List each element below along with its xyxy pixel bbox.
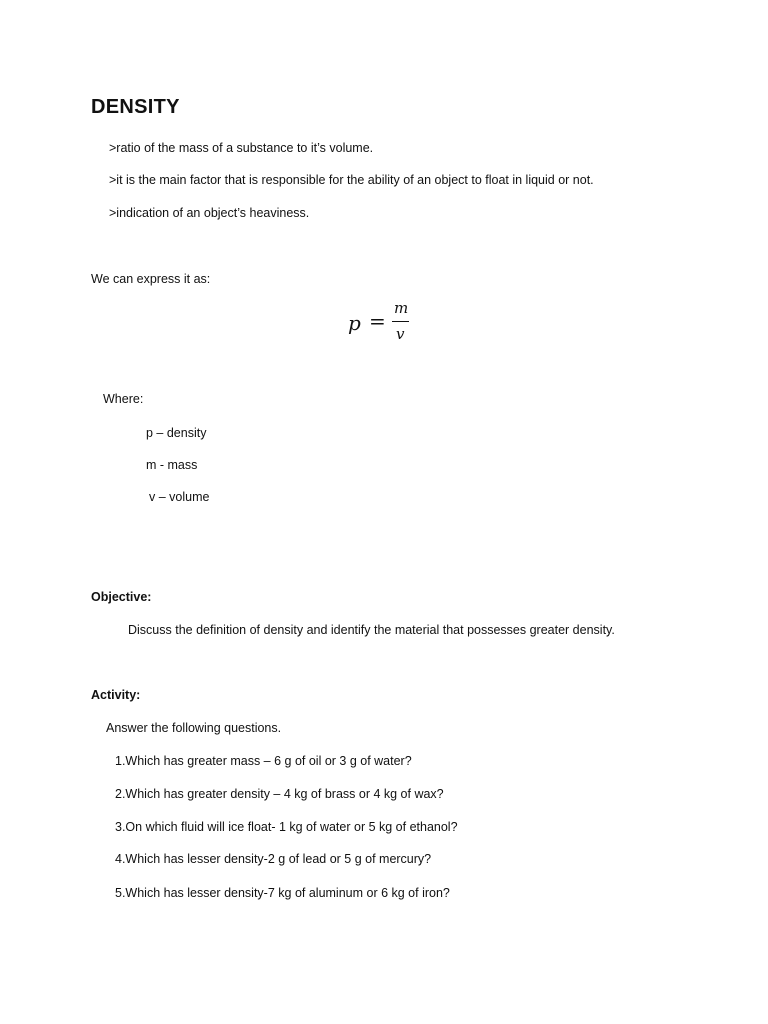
bullet-1: >ratio of the mass of a substance to it’s volume. <box>109 141 374 155</box>
question-1: 1.Which has greater mass – 6 g of oil or 3 g of water? <box>115 754 412 768</box>
fraction-bar <box>392 321 409 322</box>
question-5: 5.Which has lesser density-7 kg of aluminum or 6 kg of iron? <box>115 886 450 900</box>
bullet-3: >indication of an object’s heaviness. <box>109 206 310 220</box>
bullet-2: >it is the main factor that is responsible for the ability of an object to float in liquid or not. <box>109 173 594 187</box>
question-4: 4.Which has lesser density-2 g of lead or 5 g of mercury? <box>115 852 432 866</box>
formula-lhs: p <box>348 311 361 335</box>
definition-volume: v – volume <box>149 490 210 504</box>
definition-mass: m - mass <box>146 458 198 472</box>
page-title: DENSITY <box>91 96 180 118</box>
question-2: 2.Which has greater density – 4 kg of brass or 4 kg of wax? <box>115 787 444 801</box>
activity-instruction: Answer the following questions. <box>106 721 282 735</box>
question-3: 3.On which fluid will ice float- 1 kg of water or 5 kg of ethanol? <box>115 820 458 834</box>
formula-equals: = <box>369 309 386 333</box>
activity-heading: Activity: <box>91 688 141 702</box>
definition-density: p – density <box>146 426 207 440</box>
objective-text: Discuss the definition of density and identify the material that possesses greater density. <box>128 623 615 637</box>
formula-denominator: v <box>396 325 405 343</box>
formula-numerator: m <box>394 299 409 317</box>
objective-heading: Objective: <box>91 590 152 604</box>
where-label: Where: <box>103 392 144 406</box>
express-label: We can express it as: <box>91 272 211 286</box>
